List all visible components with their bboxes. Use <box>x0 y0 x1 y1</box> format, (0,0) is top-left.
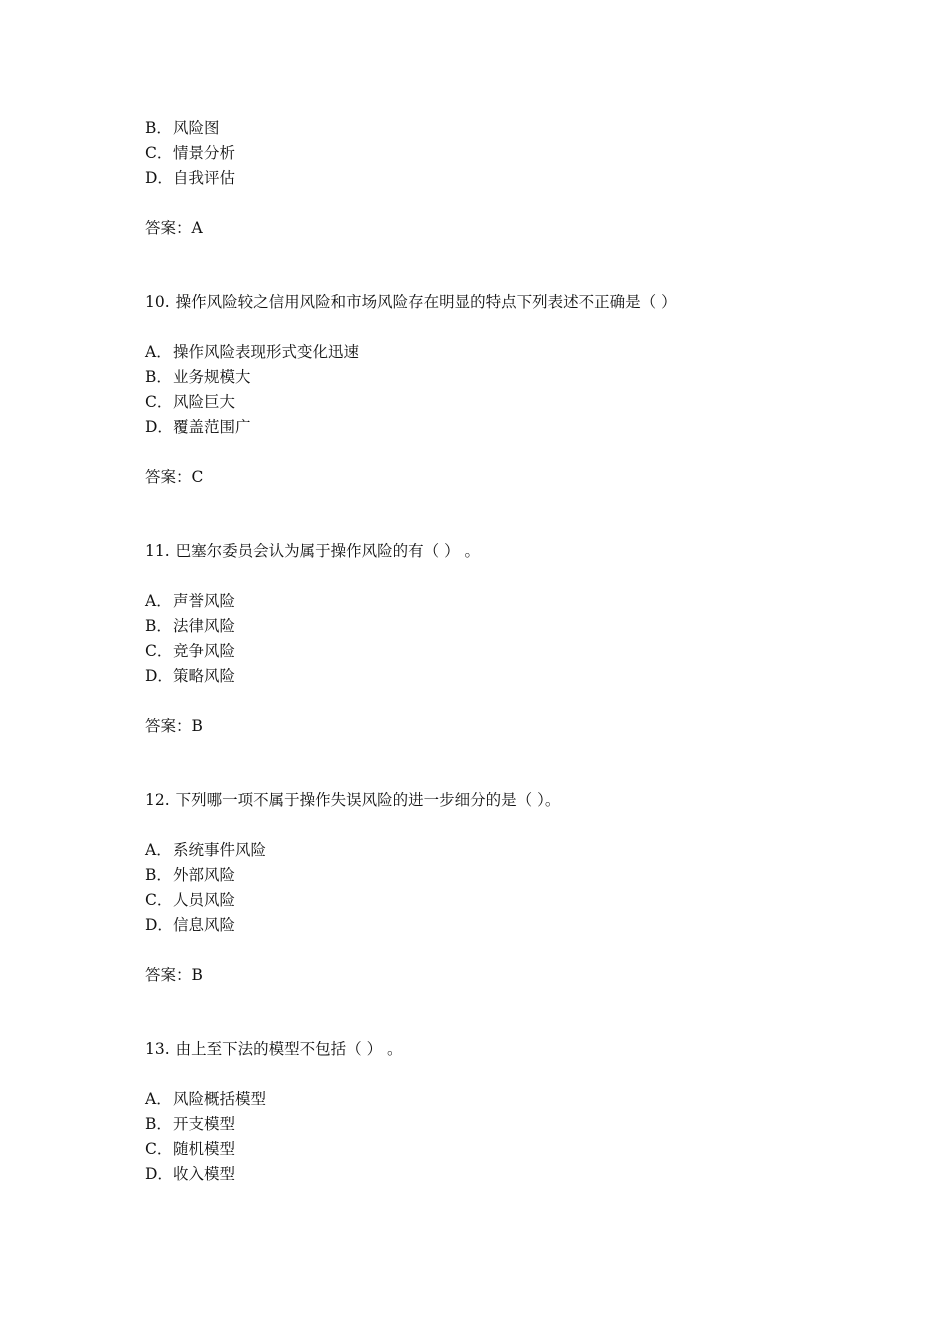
option-b <box>145 616 235 636</box>
question-number: 11. <box>145 542 170 560</box>
option-letter: D． <box>145 169 173 187</box>
option-text: 随机模型 <box>173 1140 236 1158</box>
option-d <box>145 666 235 686</box>
option-b <box>145 367 251 387</box>
option-letter: D． <box>145 1165 173 1183</box>
option-a <box>145 840 266 860</box>
question-13 <box>145 1039 403 1059</box>
option-c <box>145 143 235 163</box>
option-letter: C． <box>145 144 173 162</box>
option-b <box>145 865 235 885</box>
option-d <box>145 1164 235 1184</box>
question-number: 12. <box>145 791 170 809</box>
option-text: 风险概括模型 <box>173 1090 267 1108</box>
option-b <box>145 118 220 138</box>
question-text: 巴塞尔委员会认为属于操作风险的有（ ） 。 <box>175 542 481 560</box>
answer: 答案：C <box>145 468 204 486</box>
option-text: 系统事件风险 <box>173 841 267 859</box>
option-text: 法律风险 <box>173 617 236 635</box>
option-c <box>145 890 235 910</box>
option-text: 策略风险 <box>173 667 236 685</box>
option-letter: D． <box>145 916 173 934</box>
option-a <box>145 1089 266 1109</box>
option-letter: A． <box>145 592 172 610</box>
option-text: 情景分析 <box>173 144 236 162</box>
option-d <box>145 417 251 437</box>
option-text: 操作风险表现形式变化迅速 <box>173 343 360 361</box>
answer: 答案：B <box>145 966 203 984</box>
option-a <box>145 342 359 362</box>
option-c <box>145 1139 235 1159</box>
option-b <box>145 1114 235 1134</box>
option-d <box>145 168 235 188</box>
question-11 <box>145 541 480 561</box>
question-number: 10. <box>145 293 170 311</box>
answer: 答案：A <box>145 219 203 237</box>
option-letter: B． <box>145 1115 172 1133</box>
question-text: 下列哪一项不属于操作失误风险的进一步细分的是（ ）。 <box>175 791 561 809</box>
option-letter: B． <box>145 866 172 884</box>
option-letter: A． <box>145 1090 172 1108</box>
option-d <box>145 915 235 935</box>
question-text: 由上至下法的模型不包括（ ） 。 <box>175 1040 403 1058</box>
option-letter: B． <box>145 617 172 635</box>
option-letter: C． <box>145 891 173 909</box>
option-letter: C． <box>145 642 173 660</box>
option-letter: B． <box>145 368 172 386</box>
option-text: 风险巨大 <box>173 393 236 411</box>
option-text: 覆盖范围广 <box>173 418 251 436</box>
question-12 <box>145 790 560 810</box>
option-text: 自我评估 <box>173 169 236 187</box>
option-text: 收入模型 <box>173 1165 236 1183</box>
question-text: 操作风险较之信用风险和市场风险存在明显的特点下列表述不正确是（ ） <box>175 293 677 311</box>
question-number: 13. <box>145 1040 170 1058</box>
option-letter: D． <box>145 418 173 436</box>
option-text: 业务规模大 <box>173 368 251 386</box>
option-text: 外部风险 <box>173 866 236 884</box>
option-letter: A． <box>145 343 172 361</box>
option-text: 人员风险 <box>173 891 236 909</box>
option-letter: A． <box>145 841 172 859</box>
option-text: 开支模型 <box>173 1115 236 1133</box>
option-c <box>145 392 235 412</box>
option-text: 信息风险 <box>173 916 236 934</box>
option-letter: C． <box>145 1140 173 1158</box>
option-text: 风险图 <box>173 119 220 137</box>
option-letter: B． <box>145 119 172 137</box>
option-text: 声誉风险 <box>173 592 236 610</box>
answer: 答案：B <box>145 717 203 735</box>
option-letter: D． <box>145 667 173 685</box>
option-a <box>145 591 235 611</box>
question-10 <box>145 292 677 312</box>
option-letter: C． <box>145 393 173 411</box>
option-c <box>145 641 235 661</box>
option-text: 竞争风险 <box>173 642 236 660</box>
